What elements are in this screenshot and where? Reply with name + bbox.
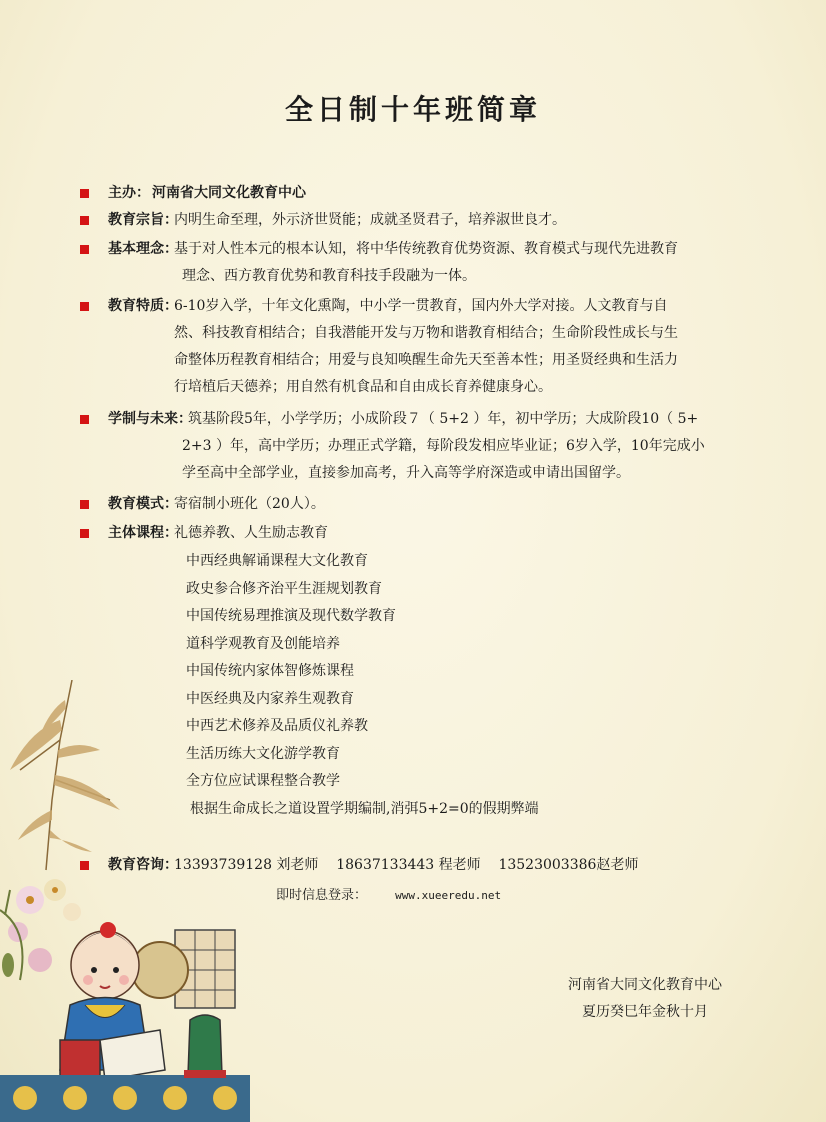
red-square-bullet xyxy=(80,415,89,424)
course-item: 政史参合修齐治平生涯规划教育 xyxy=(186,580,382,597)
course-item: 全方位应试课程整合教学 xyxy=(186,773,340,789)
course-item: 中医经典及内家养生观教育 xyxy=(186,690,354,707)
section-label: 主体课程： xyxy=(108,525,178,541)
section-label: 教育特质： xyxy=(108,298,178,314)
red-square-bullet xyxy=(80,216,89,225)
child-illustration xyxy=(0,870,250,1122)
course-item: 生活历练大文化游学教育 xyxy=(186,745,340,762)
section-content: 河南省大同文化教育中心 xyxy=(152,185,306,201)
section-content: 基于对人性本元的根本认知，将中华传统教育优势资源、教育模式与现代先进教育 理念、西方教育优势和教育科技手段融为一体。 xyxy=(174,241,678,284)
online-label: 即时信息登录： xyxy=(276,888,368,903)
section-label: 教育宗旨： xyxy=(108,212,178,228)
footer-date: 夏历癸巳年金秋十月 xyxy=(582,1004,708,1020)
course-list xyxy=(186,548,539,823)
section-label: 教育咨询： xyxy=(108,857,178,873)
section-content: 6-10岁入学，十年文化熏陶，中小学一贯教育，国内外大学对接。人文教育与自 然、科技教育相结合；自我潜能开发与万物和谐教育相结合；生命阶段性成长与生 命整体历程教育相结合；用爱与良知唤醒生命先天至善本性；用圣贤经典和生活力 行培植后天德养；用自然有机食品和自由成长育养健康身心。 xyxy=(174,298,678,395)
section-content: 筑基阶段5年，小学学历；小成阶段７（ 5+2 ）年，初中学历；大成阶段10（ 5+ 2+3 ）年，高中学历；办理正式学籍，每阶段发相应毕业证；6岁入学，10年完成小 学至高中全部学业，直接参加高考，升入高等学府深造或申请出国留学。 xyxy=(182,411,705,481)
section-label: 教育模式： xyxy=(108,496,178,512)
red-square-bullet xyxy=(80,245,89,254)
section-content: 礼德养教、人生励志教育 xyxy=(174,525,328,541)
course-item: 道科学观教育及创能培养 xyxy=(186,635,340,652)
online-login xyxy=(276,884,501,903)
consult-phones: 13393739128 刘老师 18637133443 程老师 13523003386赵老师 xyxy=(174,857,639,873)
footer-org: 河南省大同文化教育中心 xyxy=(568,977,722,993)
website-link[interactable]: www.xueeredu.net xyxy=(395,889,502,902)
section-label: 基本理念： xyxy=(108,241,178,257)
red-square-bullet xyxy=(80,500,89,509)
section-label: 学制与未来： xyxy=(108,411,192,427)
red-square-bullet xyxy=(80,529,89,538)
course-item: 根据生命成长之道设置学期编制,消弭5+2=0的假期弊端 xyxy=(190,800,539,817)
footer-signature xyxy=(568,972,722,1026)
red-square-bullet xyxy=(80,189,89,198)
page-title: 全日制十年班简章 xyxy=(284,93,541,126)
section-content: 寄宿制小班化（20人）。 xyxy=(174,496,325,512)
course-item: 中西艺术修养及品质仪礼养教 xyxy=(186,718,368,734)
red-square-bullet xyxy=(80,302,89,311)
bamboo-illustration xyxy=(0,680,150,880)
section-label: 主办： xyxy=(108,185,150,201)
course-item: 中国传统易理推演及现代数学教育 xyxy=(186,608,396,624)
course-item: 中西经典解诵课程大文化教育 xyxy=(186,553,368,569)
course-item: 中国传统内家体智修炼课程 xyxy=(186,663,354,679)
section-content: 内明生命至理，外示济世贤能；成就圣贤君子，培养淑世良才。 xyxy=(174,212,566,228)
